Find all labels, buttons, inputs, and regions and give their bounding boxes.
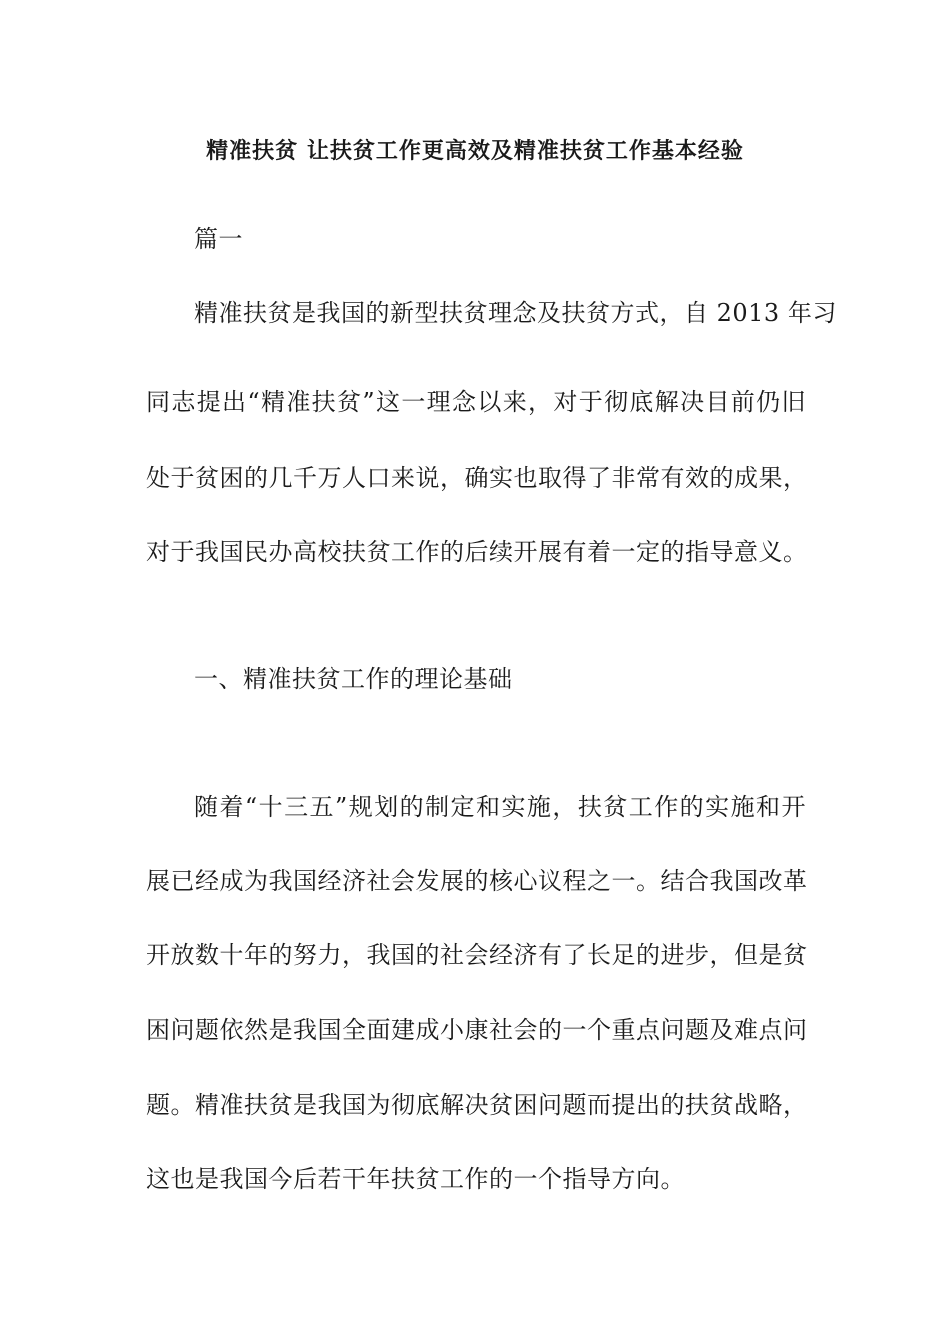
paragraph-line: 困问题依然是我国全面建成小康社会的一个重点问题及难点问 <box>146 1016 808 1044</box>
paragraph-line: 题。精准扶贫是我国为彻底解决贫困问题而提出的扶贫战略， <box>146 1091 808 1119</box>
paragraph-line: 同志提出“精准扶贫”这一理念以来，对于彻底解决目前仍旧 <box>146 388 806 416</box>
paragraph-line: 精准扶贫是我国的新型扶贫理念及扶贫方式，自 2013 年习 <box>194 299 837 327</box>
paragraph-line: 展已经成为我国经济社会发展的核心议程之一。结合我国改革 <box>146 867 808 895</box>
paragraph-line: 随着“十三五”规划的制定和实施，扶贫工作的实施和开 <box>194 793 806 821</box>
paragraph-line: 处于贫困的几千万人口来说，确实也取得了非常有效的成果， <box>146 464 808 492</box>
section-heading: 一、精准扶贫工作的理论基础 <box>194 665 513 693</box>
paragraph-line: 这也是我国今后若干年扶贫工作的一个指导方向。 <box>146 1165 685 1193</box>
paragraph-line: 开放数十年的努力，我国的社会经济有了长足的进步，但是贫 <box>146 941 808 969</box>
paragraph-line: 对于我国民办高校扶贫工作的后续开展有着一定的指导意义。 <box>146 538 808 566</box>
section-label: 篇一 <box>194 225 243 253</box>
document-title: 精准扶贫 让扶贫工作更高效及精准扶贫工作基本经验 <box>206 139 744 164</box>
